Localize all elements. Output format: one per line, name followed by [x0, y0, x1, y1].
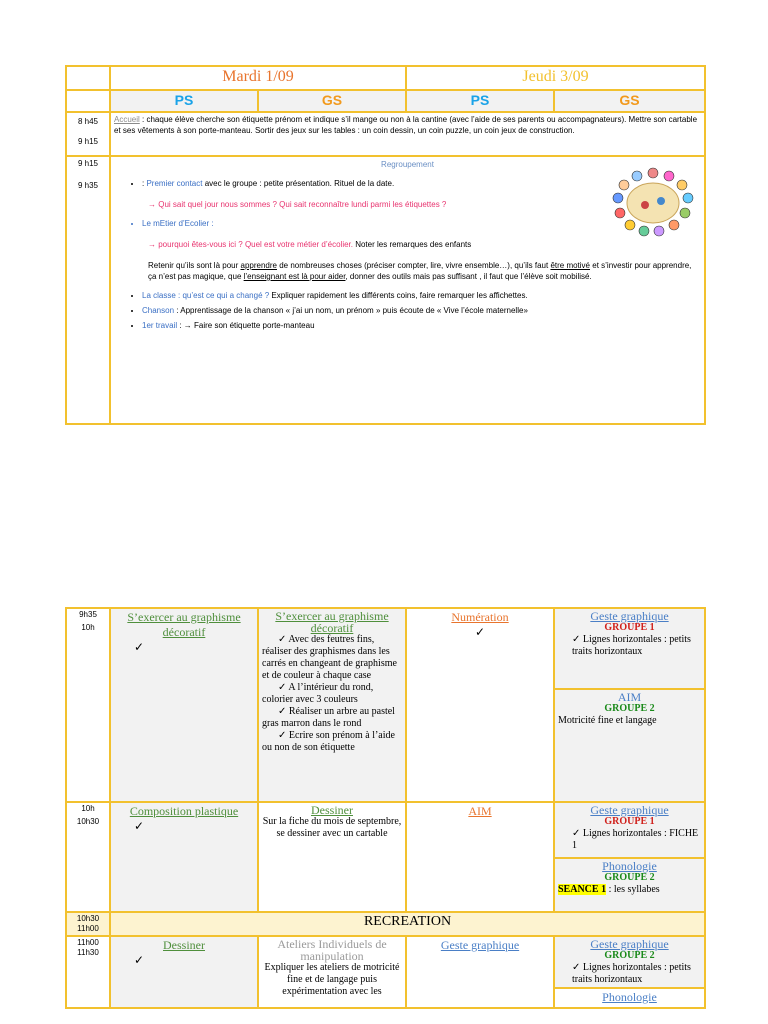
- activity-cell: Geste graphique: [406, 936, 554, 1008]
- activity-cell: Dessiner Sur la fiche du mois de septembre, se dessiner avec un cartable: [258, 802, 406, 912]
- schedule-table-top: [65, 65, 706, 425]
- day-header-mardi: Mardi 1/09: [110, 66, 406, 90]
- time-cell: 11h00 11h30: [66, 936, 110, 1008]
- activity-cell: Geste graphique GROUPE 1 ✓ Lignes horizontales : petits traits horizontaux: [554, 608, 705, 689]
- list-item: • Chanson : Apprentissage de la chanson « j’ai un nom, un prénom » puis écoute de « Vive l’école maternelle»: [142, 305, 701, 316]
- schedule-table-bottom: [65, 607, 706, 1009]
- activity-cell: Geste graphique GROUPE 2 ✓ Lignes horizontales : petits traits horizontaux: [554, 936, 705, 988]
- recreation-banner: RECREATION: [110, 912, 705, 936]
- group-header-gs: GS: [258, 90, 406, 112]
- list-item: ✓ Ecrire son prénom à l’aide ou non de son étiquette: [262, 730, 395, 753]
- activity-cell: Phonologie: [554, 988, 705, 1008]
- list-item: • La classe : qu’est ce qui a changé ? Expliquer rapidement les différents coins, faire remarquer les affichettes.: [142, 290, 701, 301]
- regroupement-title: Regroupement: [381, 160, 434, 169]
- activity-cell: AIM GROUPE 2 Motricité fine et langage: [554, 689, 705, 802]
- time-end: 9 h15: [77, 137, 99, 146]
- time-cell: 10h30 11h00: [66, 912, 110, 936]
- accueil-cell: [110, 112, 705, 156]
- paragraph-retenir: Retenir qu’ils sont là pour apprendre de nombreuses choses (préciser compter, lire, vivre ensemble…), qu’ils faut être motivé et s’investir pour apprendre, ça n’est pas magique, que l’enseignant est là pour aider, donner des outils mais pas suffisant , il faut que l’élève soit mobilisé.: [148, 261, 692, 281]
- list-item: ✓ Lignes horizontales : FICHE 1: [572, 828, 699, 851]
- list-item: ✓ A l’intérieur du rond, colorier avec 3 couleurs: [262, 682, 374, 705]
- time-cell: [66, 156, 110, 424]
- time-start: 8 h45: [77, 117, 99, 126]
- list-item: • : Premier contact avec le groupe : petite présentation. Rituel de la date.: [142, 178, 701, 189]
- accueil-label: Accueil: [114, 115, 140, 124]
- accueil-text: : chaque élève cherche son étiquette prénom et indique s’il mange ou non à la cantine (avec l’aide de ses parents ou accompagnateurs). Mettre son cartable et ses vêtements à son porte-manteau. Sortir des jeux sur les tables : un coin dessin, un coin puzzle, un coin jeux de construction.: [114, 115, 698, 135]
- time-cell: [66, 112, 110, 156]
- metier-label: • Le mEtier d’Ecolier :: [142, 218, 701, 229]
- regroupement-cell: [110, 156, 705, 424]
- time-start: 9 h15: [77, 159, 99, 168]
- activity-cell: Geste graphique GROUPE 1 ✓ Lignes horizontales : FICHE 1: [554, 802, 705, 858]
- question-line: → Qui sait quel jour nous sommes ? Qui sait reconnaître lundi parmi les étiquettes ?: [148, 200, 447, 209]
- children-circle-icon: [611, 165, 695, 237]
- activity-cell: Dessiner ✓: [110, 936, 258, 1008]
- question-line: → pourquoi êtes-vous ici ? Quel est votre métier d’écolier. Noter les remarques des enfants: [148, 240, 472, 249]
- corner-cell-2: [66, 90, 110, 112]
- activity-cell: Phonologie GROUPE 2 SEANCE 1 : les syllabes: [554, 858, 705, 912]
- time-end: 9 h35: [77, 181, 99, 190]
- day-header-jeudi: Jeudi 3/09: [406, 66, 705, 90]
- list-item: • 1er travail : → Faire son étiquette porte-manteau: [142, 320, 701, 331]
- activity-cell: S’exercer au graphisme décoratif ✓: [110, 608, 258, 802]
- activity-cell: S’exercer au graphisme décoratif ✓ Avec des feutres fins, réaliser des graphismes dans les carrés en changeant de graphisme et de couleur à chaque case ✓ A l’intérieur du rond, colorier avec 3 couleurs ✓ Réaliser un arbre au pastel gras marron dans le rond ✓ Ecrire son prénom à l’aide ou non de son étiquette: [258, 608, 406, 802]
- list-item: ✓ Lignes horizontales : petits traits horizontaux: [572, 962, 691, 985]
- premier-contact-label: Premier contact: [146, 179, 203, 188]
- activity-cell: AIM: [406, 802, 554, 912]
- activity-cell: Ateliers Individuels de manipulation Expliquer les ateliers de motricité fine et de langage puis expérimentation avec les: [258, 936, 406, 1008]
- activity-cell: Numération ✓: [406, 608, 554, 802]
- group-header-ps: PS: [110, 90, 258, 112]
- list-item: ✓ Réaliser un arbre au pastel gras marron dans le rond: [262, 706, 395, 729]
- activity-cell: Composition plastique ✓: [110, 802, 258, 912]
- time-cell: 10h 10h30: [66, 802, 110, 912]
- group-header-ps: PS: [406, 90, 554, 112]
- list-item: ✓ Avec des feutres fins, réaliser des graphismes dans les carrés en changeant de graphisme et de couleur à chaque case: [262, 634, 397, 681]
- corner-cell: [66, 66, 110, 90]
- list-item: ✓ Lignes horizontales : petits traits horizontaux: [572, 634, 691, 657]
- time-cell: 9h35 10h: [66, 608, 110, 802]
- group-header-gs: GS: [554, 90, 705, 112]
